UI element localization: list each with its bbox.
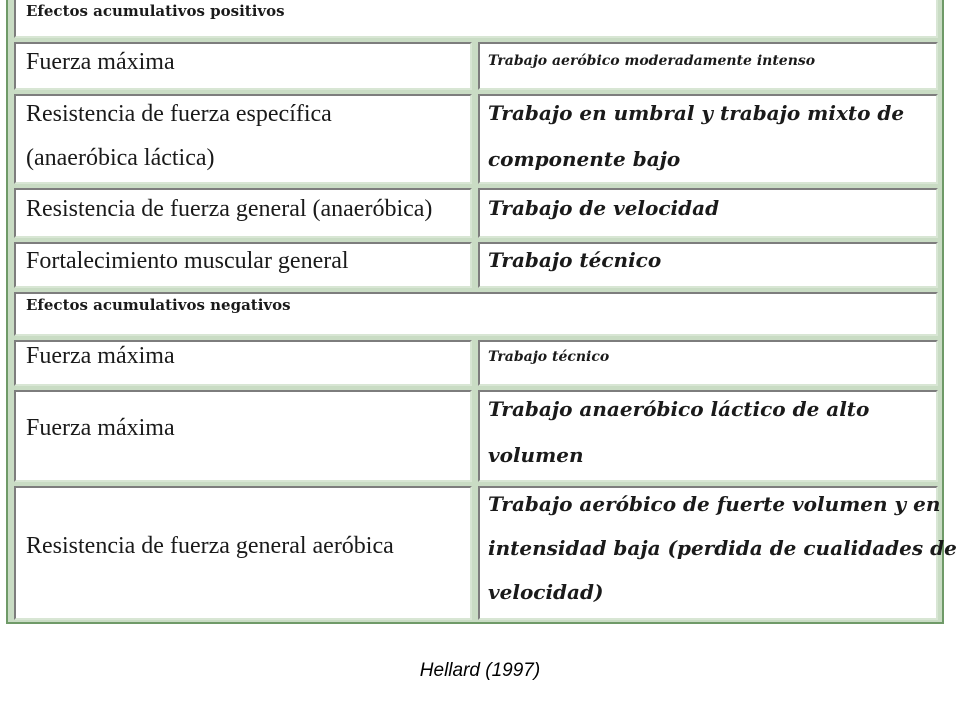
table-cell-left [14,188,472,238]
cell-text: Trabajo aeróbico moderadamente intenso [488,53,816,69]
source-caption: Hellard (1997) [419,660,541,681]
table-cell-right [478,390,938,482]
table-cell-right [478,94,938,184]
table-cell-right [478,242,938,288]
table-cell-right [478,486,957,620]
cell-text: Trabajo anaeróbico láctico de alto volumen [488,397,870,467]
table-cell-left [14,390,472,482]
cell-text: Fuerza máxima [26,415,175,441]
cell-text: Fuerza máxima [26,49,175,75]
table-cell-left [14,242,472,288]
cell-text: Trabajo técnico [488,248,662,272]
cell-text: Trabajo técnico [488,349,610,365]
section-title: Efectos acumulativos positivos [26,2,285,20]
table-cell-left [14,42,472,90]
section-header [14,292,938,336]
cell-text: Trabajo de velocidad [488,196,720,220]
cell-text: Resistencia de fuerza general aeróbica [26,533,394,559]
table-cell-left [14,486,472,620]
section-title: Efectos acumulativos negativos [26,296,291,314]
cell-text: Resistencia de fuerza general (anaeróbica) [26,196,433,222]
table-cell-right [478,340,938,386]
table-cell-right [478,42,938,90]
cell-text: Fortalecimiento muscular general [26,248,349,274]
table-cell-right [478,188,938,238]
cell-text: Fuerza máxima [26,343,175,369]
section-header [14,0,938,38]
cell-text: Trabajo en umbral y trabajo mixto de componente bajo [488,101,905,171]
table-cell-left [14,340,472,386]
cell-text: Resistencia de fuerza específica (anaeróbica láctica) [26,101,332,171]
cell-text: Trabajo aeróbico de fuerte volumen y en intensidad baja (perdida de cualidades de velocidad) [488,492,957,604]
table-cell-left [14,94,472,184]
